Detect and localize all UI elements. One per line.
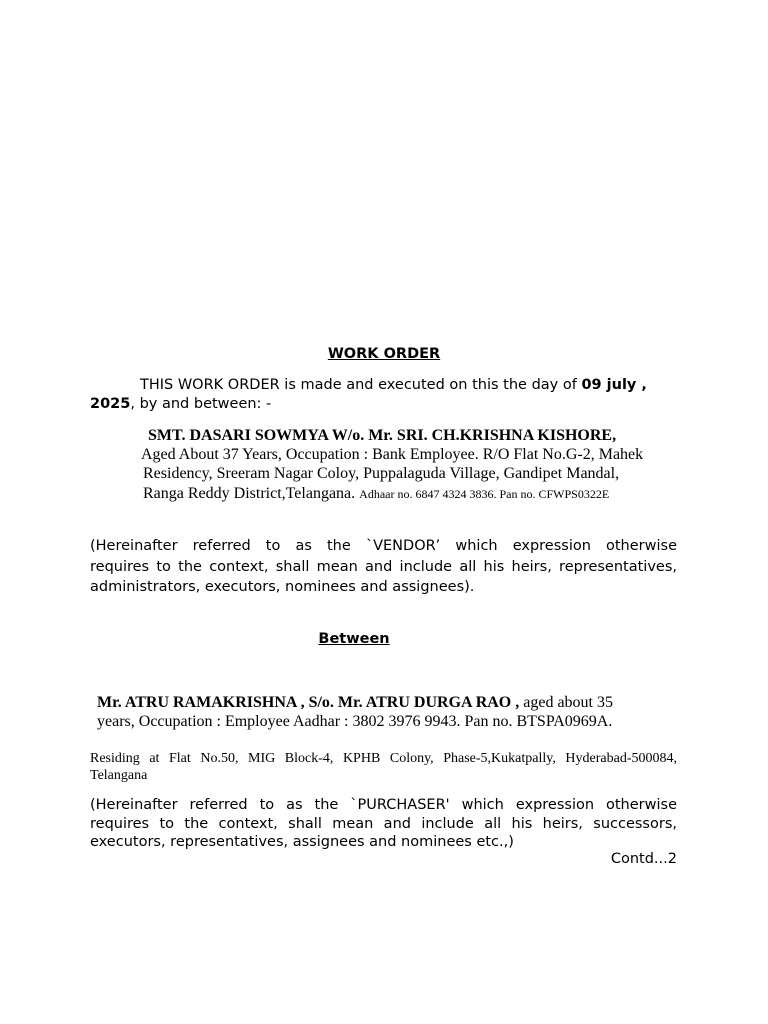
intro-line-1 bbox=[140, 377, 647, 393]
contd-label: Contd...2 bbox=[610, 851, 677, 867]
vendor-clause-line-1: (Hereinafter referred to as the `VENDOR’ which expression otherwise bbox=[90, 538, 677, 554]
vendor-clause-line-2: requires to the context, shall mean and include all his heirs, representatives, bbox=[90, 558, 677, 575]
purchaser-clause bbox=[90, 797, 677, 853]
purchaser-clause-line-3: executors, representatives, assignees and nominees etc.,) bbox=[90, 834, 514, 850]
intro-between-text: , by and between: - bbox=[130, 396, 272, 412]
purchaser-clause-line-2: requires to the context, shall mean and include all his heirs, successors, bbox=[90, 815, 677, 832]
purchaser-residence-line-2: Telangana bbox=[90, 768, 148, 783]
vendor-address-end: Ranga Reddy District,Telangana. bbox=[143, 485, 356, 502]
intro-line-2 bbox=[90, 396, 271, 412]
vendor-details-line-2: Residency, Sreeram Nagar Coloy, Puppalaguda Village, Gandipet Mandal, bbox=[143, 465, 620, 482]
intro-year: 2025 bbox=[90, 396, 131, 412]
purchaser-line-2: years, Occupation : Employee Aadhar : 3802 3976 9943. Pan no. BTSPA0969A. bbox=[97, 713, 613, 730]
intro-text: THIS WORK ORDER is made and executed on this the day of bbox=[140, 377, 582, 393]
vendor-details-line-3 bbox=[143, 485, 609, 503]
purchaser-age: aged about 35 bbox=[519, 694, 613, 711]
vendor-clause-line-3: administrators, executors, nominees and assignees). bbox=[90, 579, 475, 595]
purchaser-clause-line-1: (Hereinafter referred to as the `PURCHASER' which expression otherwise bbox=[90, 797, 677, 813]
purchaser-line-1 bbox=[97, 694, 613, 712]
vendor-ids: Adhaar no. 6847 4324 3836. Pan no. CFWPS0322E bbox=[359, 487, 610, 501]
vendor-name: SMT. DASARI SOWMYA W/o. Mr. SRI. CH.KRISHNA KISHORE, bbox=[148, 427, 617, 444]
purchaser-name: Mr. ATRU RAMAKRISHNA , S/o. Mr. ATRU DURGA RAO , bbox=[97, 694, 520, 711]
vendor-details-line-1: Aged About 37 Years, Occupation : Bank Employee. R/O Flat No.G-2, Mahek bbox=[141, 446, 644, 463]
intro-date: 09 july , bbox=[581, 377, 647, 393]
vendor-clause bbox=[90, 538, 677, 600]
purchaser-residence-line-1: Residing at Flat No.50, MIG Block-4, KPHB Colony, Phase-5,Kukatpally, Hyderabad-500084, bbox=[90, 751, 677, 766]
purchaser-residence bbox=[90, 751, 677, 785]
between-heading: Between bbox=[318, 631, 390, 647]
document-title: WORK ORDER bbox=[327, 346, 441, 362]
